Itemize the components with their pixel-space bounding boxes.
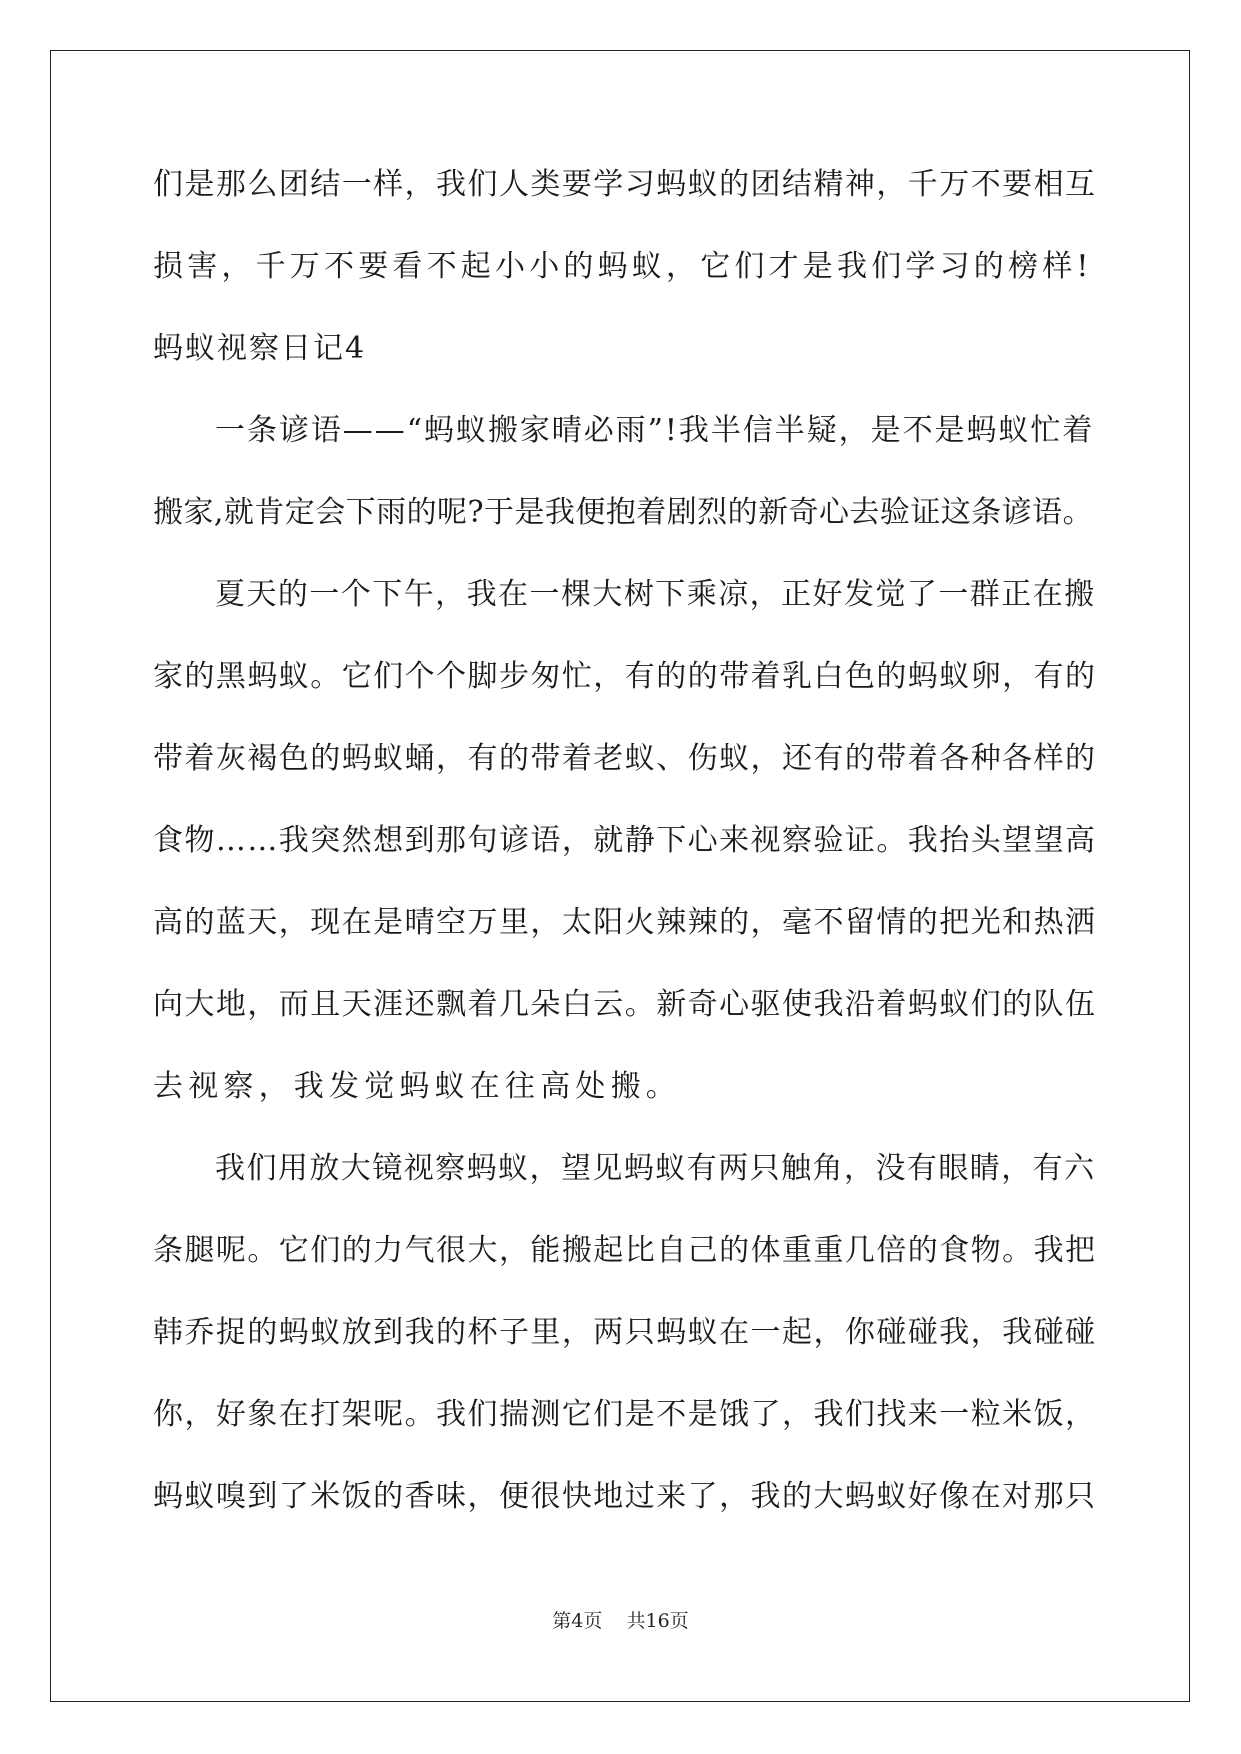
text-line: 搬家,就肯定会下雨的呢?于是我便抱着剧烈的新奇心去验证这条谚语。 — [153, 495, 1094, 530]
text-line: 食物……我突然想到那句谚语，就静下心来视察验证。我抬头望望高 — [153, 823, 1097, 858]
section-heading: 蚂蚁视察日记4 — [153, 331, 367, 366]
text-line: 们是那么团结一样，我们人类要学习蚂蚁的团结精神，千万不要相互 — [153, 167, 1097, 202]
text-line: 我们用放大镜视察蚂蚁，望见蚂蚁有两只触角，没有眼睛，有六 — [215, 1151, 1096, 1186]
text-line: 条腿呢。它们的力气很大，能搬起比自己的体重重几倍的食物。我把 — [153, 1233, 1097, 1268]
text-line: 你，好象在打架呢。我们揣测它们是不是饿了，我们找来一粒米饭， — [153, 1397, 1097, 1432]
page-footer — [0, 1606, 1241, 1633]
page-total: 共16页 — [626, 1610, 689, 1632]
page-number: 第4页 — [552, 1610, 603, 1632]
text-line: 夏天的一个下午，我在一棵大树下乘凉，正好发觉了一群正在搬 — [215, 577, 1096, 612]
text-line: 带着灰褐色的蚂蚁蛹，有的带着老蚁、伤蚁，还有的带着各种各样的 — [153, 741, 1097, 776]
text-line: 一条谚语——“蚂蚁搬家晴必雨”!我半信半疑，是不是蚂蚁忙着 — [215, 413, 1095, 448]
text-line: 去视察，我发觉蚂蚁在往高处搬。 — [153, 1069, 681, 1104]
text-line: 韩乔捉的蚂蚁放到我的杯子里，两只蚂蚁在一起，你碰碰我，我碰碰 — [153, 1315, 1097, 1350]
document-body — [153, 160, 1098, 1554]
text-line: 家的黑蚂蚁。它们个个脚步匆忙，有的的带着乳白色的蚂蚁卵，有的 — [153, 659, 1097, 694]
text-line: 向大地，而且天涯还飘着几朵白云。新奇心驱使我沿着蚂蚁们的队伍 — [153, 987, 1097, 1022]
text-line: 高的蓝天，现在是晴空万里，太阳火辣辣的，毫不留情的把光和热洒 — [153, 905, 1097, 940]
text-line: 蚂蚁嗅到了米饭的香味，便很快地过来了，我的大蚂蚁好像在对那只 — [153, 1479, 1097, 1514]
text-line: 损害，千万不要看不起小小的蚂蚁，它们才是我们学习的榜样! — [153, 249, 1093, 284]
